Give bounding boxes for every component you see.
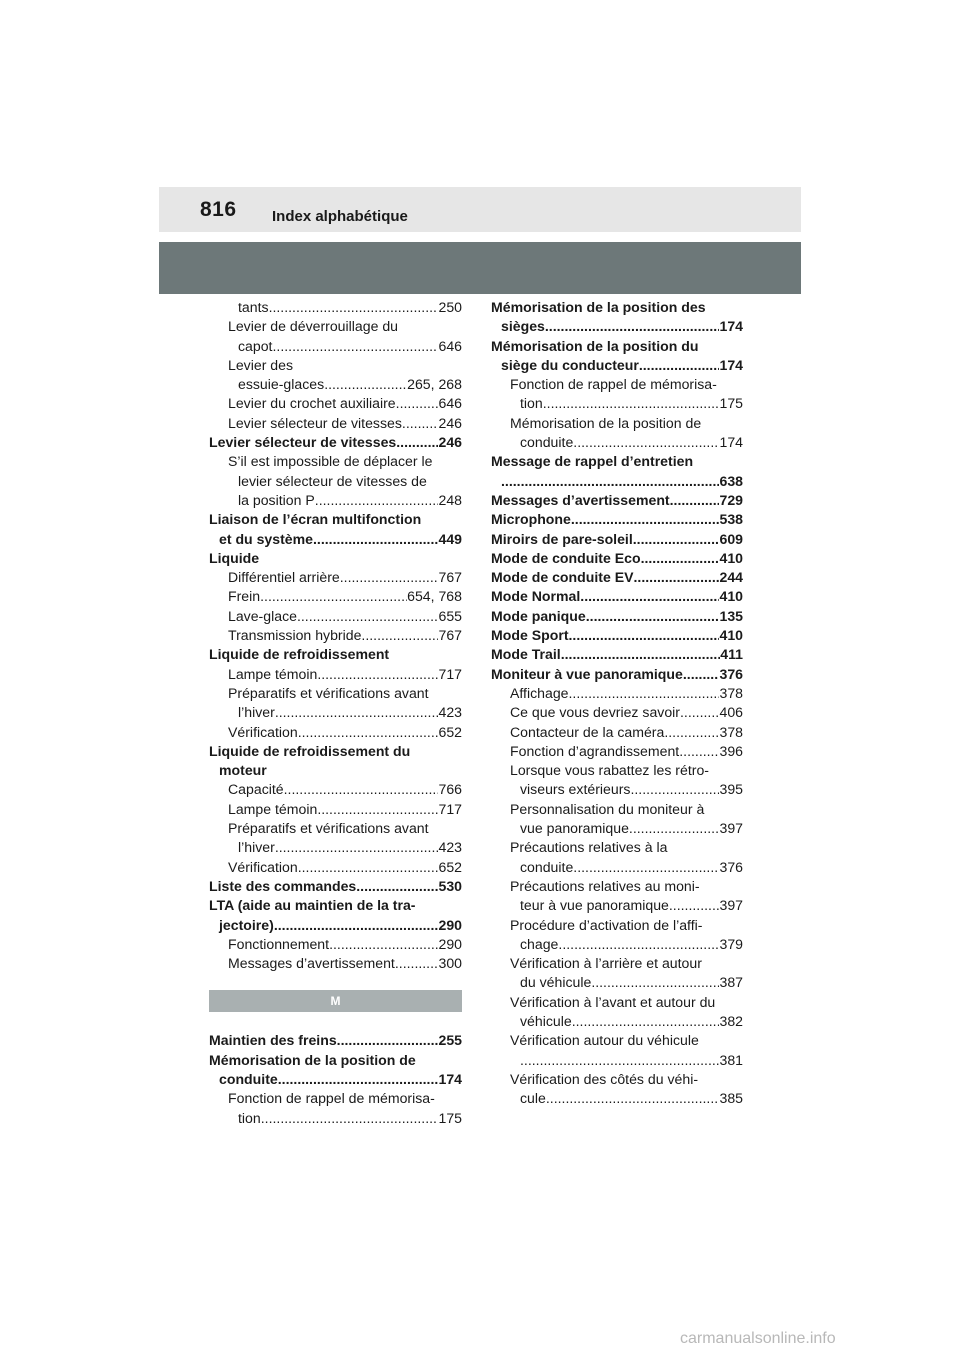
- dot-leader: [317, 800, 438, 819]
- dot-leader: [680, 703, 719, 722]
- page-reference: 767: [438, 627, 462, 644]
- dot-leader: [324, 375, 407, 394]
- index-entry-text: Moniteur à vue panoramique: [491, 665, 683, 682]
- index-entry-text: l’hiver: [238, 839, 275, 856]
- index-entry: [491, 780, 743, 799]
- index-entry: [491, 491, 743, 510]
- index-entry: [491, 703, 743, 722]
- index-entry: [209, 1089, 462, 1108]
- index-entry-text: Maintien des freins: [209, 1032, 337, 1049]
- index-entry-text: Vérification autour du véhicule: [510, 1032, 699, 1049]
- index-entry: [209, 935, 462, 954]
- index-entry-text: Procédure d’activation de l’affi-: [510, 916, 703, 933]
- index-entry: [491, 1051, 743, 1070]
- index-entry: [209, 491, 462, 510]
- dot-leader: [298, 723, 439, 742]
- index-entry-text: Liaison de l’écran multifonction: [209, 511, 422, 528]
- index-entry-text: Fonction de rappel de mémorisa-: [510, 376, 717, 393]
- dot-leader: [395, 954, 439, 973]
- page-reference: 250: [438, 299, 462, 315]
- dot-leader: [297, 607, 439, 626]
- index-entry-text: Fonction d’agrandissement: [510, 742, 680, 759]
- dot-leader: [298, 858, 439, 877]
- index-entry-text: Mémorisation de la position de: [209, 1051, 416, 1068]
- dot-leader: [278, 1070, 439, 1089]
- index-entry: [209, 896, 462, 915]
- index-entry: [491, 819, 743, 838]
- index-entry: [209, 761, 462, 780]
- dot-leader: [396, 433, 438, 452]
- index-entry-text: Liquide de refroidissement du: [209, 742, 411, 759]
- index-entry-text: Lampe témoin: [228, 665, 318, 682]
- index-entry-text: Vérification à l’avant et autour du: [510, 993, 716, 1010]
- dot-leader: [641, 549, 720, 568]
- page-reference: 379: [719, 935, 743, 952]
- dot-leader: [546, 1089, 720, 1108]
- page-reference: 290: [438, 935, 462, 952]
- index-entry: [209, 954, 462, 973]
- index-entry-text: teur à vue panoramique: [520, 897, 669, 914]
- page-reference: 265, 268: [407, 376, 462, 393]
- index-entry: [209, 1031, 462, 1050]
- index-entry: [491, 896, 743, 915]
- index-entry: [491, 723, 743, 742]
- index-entry: [491, 935, 743, 954]
- index-entry: [491, 973, 743, 992]
- index-entry-text: Mode de conduite EV: [491, 569, 634, 586]
- index-entry-text: Fonctionnement: [228, 935, 330, 952]
- index-entry: [491, 800, 743, 819]
- index-entry: [209, 472, 462, 491]
- dot-leader: [340, 568, 439, 587]
- index-entry: [209, 587, 462, 606]
- index-entry: [209, 414, 462, 433]
- page-reference: 255: [438, 1032, 462, 1049]
- index-entry-text: Miroirs de pare-soleil: [491, 530, 633, 547]
- index-entry: [209, 742, 462, 761]
- page-reference: 396: [719, 742, 743, 759]
- page-number: 816: [200, 198, 237, 221]
- index-entry-text: conduite: [520, 858, 574, 875]
- index-entry-text: Levier du crochet auxiliaire: [228, 395, 396, 412]
- index-entry: [491, 317, 743, 336]
- dot-leader: [572, 1012, 720, 1031]
- page-reference: 395: [719, 781, 743, 798]
- index-entry: [491, 954, 743, 973]
- index-entry-text: Levier de déverrouillage du: [228, 318, 399, 335]
- dot-leader: [396, 394, 439, 413]
- page-reference: 411: [720, 646, 743, 663]
- page-reference: 175: [719, 395, 743, 412]
- index-entry: [209, 838, 462, 857]
- page-reference: 376: [719, 858, 743, 875]
- page-reference: 654, 768: [407, 588, 462, 605]
- index-entry: [209, 665, 462, 684]
- dot-leader: [337, 1031, 439, 1050]
- index-entry-text: cule: [520, 1090, 546, 1107]
- index-entry-text: Liste des commandes: [209, 877, 357, 894]
- index-entry: [209, 452, 462, 471]
- index-entry: [491, 684, 743, 703]
- index-entry-text: Différentiel arrière: [228, 569, 340, 586]
- page-reference: 290: [438, 916, 462, 933]
- dot-leader: [260, 587, 407, 606]
- page-reference: 652: [438, 858, 462, 875]
- dot-leader: [573, 433, 719, 452]
- index-entry-text: S’il est impossible de déplacer le: [228, 453, 433, 470]
- index-entry: [491, 877, 743, 896]
- letter-heading-m: M: [209, 990, 462, 1012]
- index-entry-text: Levier sélecteur de vitesses: [228, 414, 402, 431]
- page-reference: 530: [438, 877, 462, 894]
- index-entry: [491, 993, 743, 1012]
- index-entries-m: [209, 1031, 462, 1127]
- index-entry: [491, 394, 743, 413]
- index-entries-l: [209, 298, 462, 973]
- index-entry-text: Levier sélecteur de vitesses: [209, 434, 397, 451]
- page-reference: 397: [719, 820, 743, 837]
- dot-leader: [561, 645, 721, 664]
- index-entry: [209, 703, 462, 722]
- index-entry-text: du véhicule: [520, 974, 592, 991]
- index-entry: [209, 819, 462, 838]
- section-title: Index alphabétique: [272, 208, 408, 225]
- index-entry: [491, 433, 743, 452]
- dot-leader: [272, 337, 438, 356]
- page-reference: 382: [719, 1012, 743, 1029]
- index-entry: [209, 530, 462, 549]
- index-entry-text: Mémorisation de la position du: [491, 337, 699, 354]
- index-entries-m-continued: [491, 298, 743, 1108]
- index-entry: [209, 337, 462, 356]
- page-reference: 246: [438, 434, 462, 451]
- dot-leader: [630, 780, 719, 799]
- index-entry-text: tion: [520, 395, 543, 412]
- index-entry-text: la position P: [238, 491, 315, 508]
- index-entry: [491, 761, 743, 780]
- index-entry-text: Vérification des côtés du véhi-: [510, 1070, 699, 1087]
- index-entry-text: l’hiver: [238, 704, 275, 721]
- index-entry: [209, 877, 462, 896]
- page-reference: 378: [719, 684, 743, 701]
- page-reference: 652: [438, 723, 462, 740]
- index-entry-text: conduite: [520, 434, 574, 451]
- page-reference: 246: [438, 414, 462, 431]
- index-entry-text: siège du conducteur: [501, 356, 639, 373]
- index-entry-text: Lorsque vous rabattez les rétro-: [510, 762, 709, 779]
- index-entry: [491, 607, 743, 626]
- page-reference: 423: [438, 704, 462, 721]
- page-reference: 174: [438, 1070, 462, 1087]
- page-reference: 766: [438, 781, 462, 798]
- page-reference: 717: [438, 665, 462, 682]
- index-entry: [491, 298, 743, 317]
- page-reference: 410: [719, 627, 743, 644]
- index-entry: [491, 375, 743, 394]
- index-entry: [491, 1089, 743, 1108]
- index-entry: [491, 510, 743, 529]
- index-entry-text: Contacteur de la caméra: [510, 723, 665, 740]
- index-entry-text: Liquide de refroidissement: [209, 646, 390, 663]
- dot-leader: [569, 626, 720, 645]
- index-entry-text: Précautions relatives au moni-: [510, 877, 700, 894]
- dot-leader: [543, 394, 720, 413]
- index-entry: [491, 742, 743, 761]
- page-reference: 174: [719, 356, 743, 373]
- page-reference: 717: [438, 800, 462, 817]
- dot-leader: [274, 916, 439, 935]
- index-entry: [209, 549, 462, 568]
- index-entry: [209, 800, 462, 819]
- index-entry: [491, 530, 743, 549]
- index-entry-text: chage: [520, 935, 559, 952]
- index-entry: [209, 317, 462, 336]
- index-entry-text: levier sélecteur de vitesses de: [238, 472, 427, 489]
- page-reference: 767: [438, 569, 462, 586]
- page-reference: 410: [719, 549, 743, 566]
- dot-leader: [545, 317, 720, 336]
- index-entry-text: Fonction de rappel de mémorisa-: [228, 1090, 435, 1107]
- page-reference: 376: [719, 665, 743, 682]
- index-entry: [209, 858, 462, 877]
- index-entry: [491, 1012, 743, 1031]
- index-entry: [491, 665, 743, 684]
- index-entry: [209, 375, 462, 394]
- index-entry: [209, 645, 462, 664]
- index-entry: [209, 1109, 462, 1128]
- index-entry: [491, 337, 743, 356]
- index-entry: [491, 1031, 743, 1050]
- dot-leader: [591, 973, 719, 992]
- index-entry: [491, 1070, 743, 1089]
- index-entry: [209, 684, 462, 703]
- index-entry-text: Mode panique: [491, 607, 586, 624]
- dot-leader: [284, 780, 439, 799]
- page-reference: 609: [719, 530, 743, 547]
- index-entry-text: vue panoramique: [520, 820, 629, 837]
- page-reference: 174: [719, 318, 743, 335]
- page-reference: 410: [719, 588, 743, 605]
- dot-leader: [558, 935, 719, 954]
- index-entry: [209, 1070, 462, 1089]
- dot-leader: [580, 587, 719, 606]
- index-entry: [209, 433, 462, 452]
- dot-leader: [569, 684, 720, 703]
- index-entry-text: Ce que vous devriez savoir: [510, 704, 680, 721]
- page-reference: 387: [719, 974, 743, 991]
- dot-leader: [261, 1109, 439, 1128]
- index-entry-text: et du système: [219, 530, 313, 547]
- page-reference: 175: [438, 1109, 462, 1126]
- index-entry-text: Vérification: [228, 858, 298, 875]
- dot-leader: [679, 742, 719, 761]
- index-entry: [209, 298, 462, 317]
- index-entry: [491, 626, 743, 645]
- index-entry-text: Mode de conduite Eco: [491, 549, 641, 566]
- index-entry: [209, 723, 462, 742]
- index-entry: [491, 838, 743, 857]
- index-entry-text: Mode Trail: [491, 646, 561, 663]
- header-band: [159, 187, 801, 232]
- dot-leader: [315, 491, 439, 510]
- page-reference: 397: [719, 897, 743, 914]
- index-entry-text: jectoire): [219, 916, 274, 933]
- index-entry: [491, 452, 743, 471]
- watermark-text: carmanualsonline.info: [680, 1330, 836, 1347]
- index-entry: [491, 858, 743, 877]
- index-entry-text: Mémorisation de la position de: [510, 414, 702, 431]
- page-reference: 646: [438, 395, 462, 412]
- index-entry-text: viseurs extérieurs: [520, 781, 631, 798]
- dot-leader: [633, 530, 720, 549]
- dot-leader: [586, 607, 720, 626]
- dot-leader: [664, 723, 719, 742]
- page-reference: 378: [719, 723, 743, 740]
- index-entry: [491, 645, 743, 664]
- index-entry-text: Précautions relatives à la: [510, 839, 668, 856]
- page-reference: 646: [438, 337, 462, 354]
- index-entry: [209, 568, 462, 587]
- dot-leader: [573, 858, 719, 877]
- page-reference: 729: [719, 491, 743, 508]
- dot-leader: [639, 356, 720, 375]
- dot-leader: [275, 838, 439, 857]
- index-entry-text: tants: [238, 299, 269, 315]
- index-entry-text: Personnalisation du moniteur à: [510, 800, 705, 817]
- index-entry-text: Vérification: [228, 723, 298, 740]
- index-column-left: [209, 298, 462, 1128]
- index-entry: [491, 472, 743, 491]
- index-entry-text: Affichage: [510, 684, 569, 701]
- dot-leader: [670, 491, 720, 510]
- page-reference: 449: [438, 530, 462, 547]
- index-entry-text: Lampe témoin: [228, 800, 318, 817]
- dot-leader: [669, 896, 720, 915]
- dot-leader: [634, 568, 720, 587]
- index-entry: [209, 916, 462, 935]
- index-entry-text: Préparatifs et vérifications avant: [228, 684, 429, 701]
- index-entry-text: essuie-glaces: [238, 376, 325, 393]
- index-entry: [491, 549, 743, 568]
- index-entry-text: sièges: [501, 318, 545, 335]
- page-reference: 406: [719, 704, 743, 721]
- index-entry-text: Messages d’avertissement: [228, 955, 395, 972]
- index-entry-text: Capacité: [228, 781, 284, 798]
- dot-leader: [356, 877, 438, 896]
- index-entry-text: Mode Normal: [491, 588, 581, 605]
- dot-leader: [329, 935, 438, 954]
- index-entry-text: Préparatifs et vérifications avant: [228, 820, 429, 837]
- dot-leader: [501, 472, 719, 491]
- index-column-right: [491, 298, 743, 1108]
- index-entry-text: Message de rappel d’entretien: [491, 453, 694, 470]
- dot-leader: [520, 1051, 719, 1070]
- page-reference: 244: [719, 569, 743, 586]
- page-reference: 248: [438, 491, 462, 508]
- index-entry-text: Microphone: [491, 511, 571, 528]
- page-reference: 638: [719, 472, 743, 489]
- index-entry-text: Transmission hybride: [228, 627, 362, 644]
- dot-leader: [402, 414, 439, 433]
- dot-leader: [269, 298, 439, 317]
- index-entry: [209, 626, 462, 645]
- page-reference: 655: [438, 607, 462, 624]
- dot-leader: [317, 665, 438, 684]
- header-gray-band: [159, 242, 801, 294]
- page-reference: 423: [438, 839, 462, 856]
- page-reference: 174: [719, 434, 743, 451]
- index-entry-text: véhicule: [520, 1012, 572, 1029]
- index-entry-text: conduite: [219, 1070, 278, 1087]
- dot-leader: [629, 819, 720, 838]
- index-entry-text: Levier des: [228, 356, 294, 373]
- index-entry: [209, 1051, 462, 1070]
- page-reference: 381: [719, 1051, 743, 1068]
- index-entry-text: capot: [238, 337, 273, 354]
- page-reference: 300: [438, 955, 462, 972]
- index-entry: [209, 780, 462, 799]
- index-entry-text: Lave-glace: [228, 607, 297, 624]
- index-entry: [209, 607, 462, 626]
- dot-leader: [275, 703, 439, 722]
- dot-leader: [571, 510, 720, 529]
- index-entry-text: Mémorisation de la position des: [491, 299, 706, 315]
- index-entry-text: LTA (aide au maintien de la tra-: [209, 897, 416, 914]
- page-reference: 538: [719, 511, 743, 528]
- index-entry-text: Vérification à l’arrière et autour: [510, 955, 702, 972]
- index-entry-text: Messages d’avertissement: [491, 491, 670, 508]
- index-entry: [209, 394, 462, 413]
- dot-leader: [361, 626, 438, 645]
- page-reference: 385: [719, 1090, 743, 1107]
- index-entry: [491, 916, 743, 935]
- page-reference: 135: [719, 607, 743, 624]
- index-entry-text: moteur: [219, 762, 267, 779]
- dot-leader: [313, 530, 438, 549]
- index-entry-text: Frein: [228, 588, 261, 605]
- index-entry-text: tion: [238, 1109, 261, 1126]
- index-entry-text: Mode Sport: [491, 627, 569, 644]
- index-entry: [491, 568, 743, 587]
- index-entry: [209, 356, 462, 375]
- index-entry: [209, 510, 462, 529]
- index-entry: [491, 414, 743, 433]
- index-entry: [491, 356, 743, 375]
- index-entry-text: Liquide: [209, 549, 260, 566]
- dot-leader: [683, 665, 720, 684]
- index-entry: [491, 587, 743, 606]
